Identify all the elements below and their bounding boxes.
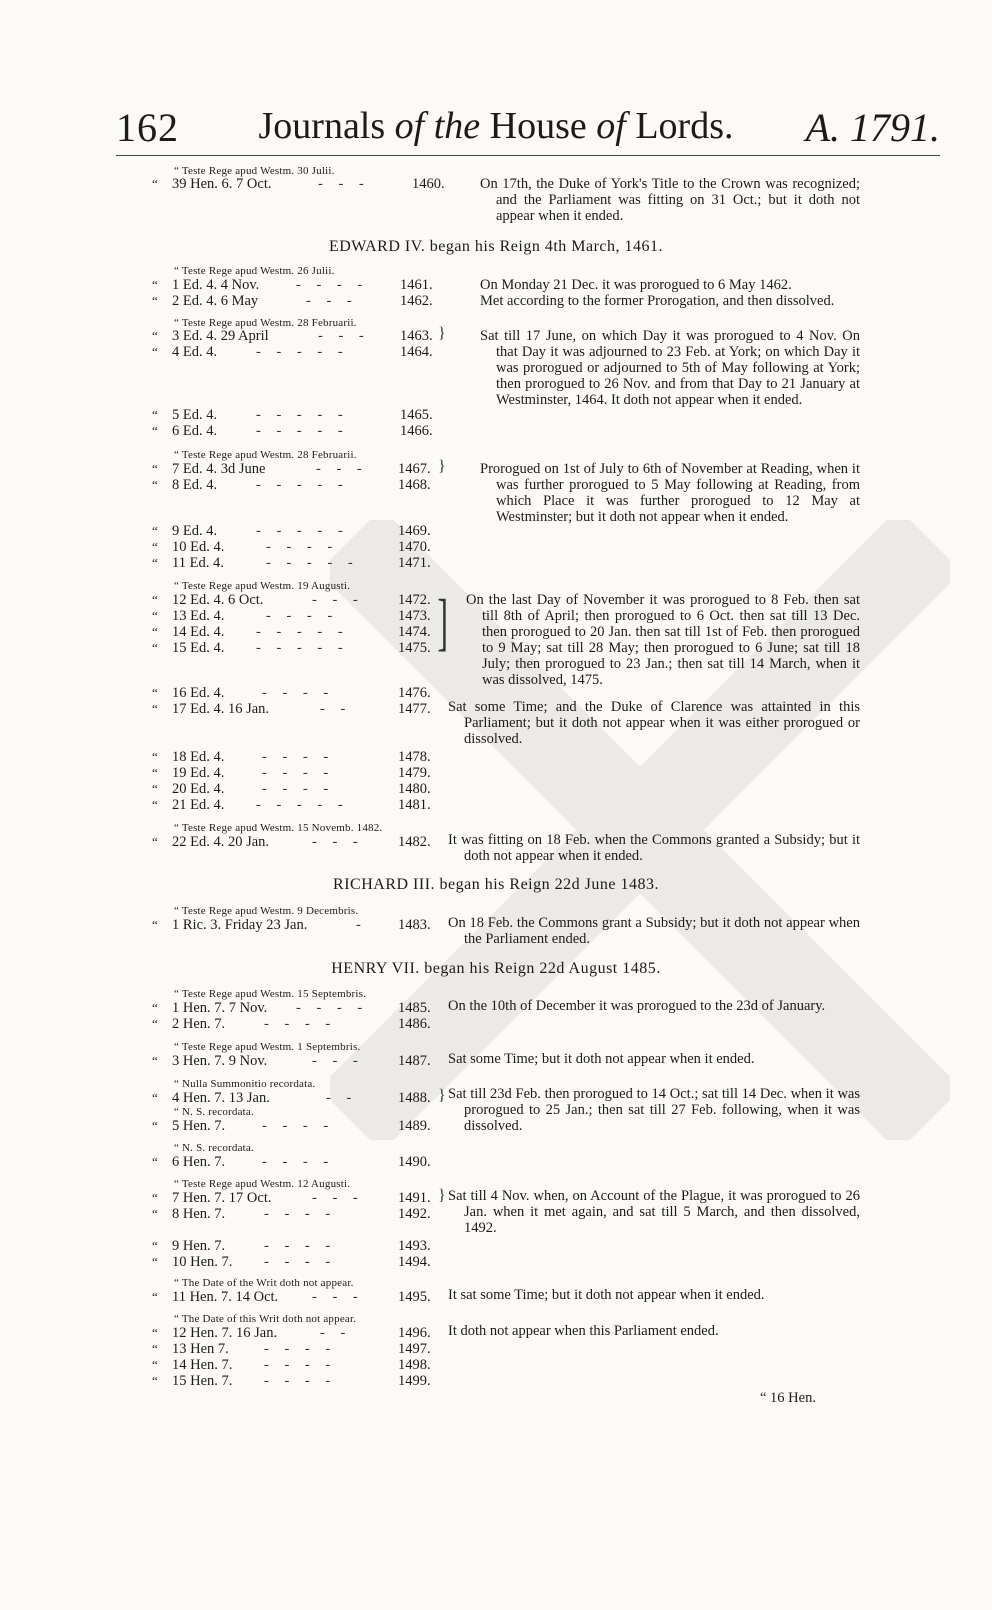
- note: On the 10th of December it was prorogued to the 23d of January.: [448, 998, 826, 1014]
- parliament-entry: 21 Ed. 4.: [172, 797, 225, 813]
- teste-line: “ N. S. recordata.: [174, 1106, 254, 1118]
- section-heading: RICHARD III. began his Reign 22d June 1483.: [333, 876, 659, 893]
- parliament-entry: 6 Hen. 7.: [172, 1154, 226, 1170]
- teste-line: “ N. S. recordata.: [174, 1142, 254, 1154]
- teste-line: “ Nulla Summonitio recordata.: [174, 1078, 316, 1090]
- year: 1476.: [398, 685, 431, 701]
- parliament-entry: 3 Ed. 4. 29 April: [172, 328, 269, 344]
- quote-mark: “: [152, 1325, 158, 1340]
- year: 1463.: [400, 328, 433, 344]
- year: 1466.: [400, 423, 433, 439]
- quote-mark: “: [152, 523, 158, 538]
- quote-mark: “: [152, 685, 158, 700]
- year: 1485.: [398, 1000, 431, 1016]
- quote-mark: “: [152, 555, 158, 570]
- year: 1471.: [398, 555, 431, 571]
- year: 1468.: [398, 477, 431, 493]
- teste-line: “ Teste Rege apud Westm. 12 Augusti.: [174, 1178, 351, 1190]
- quote-mark: “: [152, 917, 158, 932]
- parliament-entry: 14 Ed. 4.: [172, 624, 225, 640]
- quote-mark: “: [152, 1000, 158, 1015]
- year: 1475.: [398, 640, 431, 656]
- year: 1498.: [398, 1357, 431, 1373]
- quote-mark: “: [152, 1206, 158, 1221]
- quote-mark: “: [152, 592, 158, 607]
- parliament-entry: 10 Ed. 4.: [172, 539, 225, 555]
- teste-line: “ Teste Rege apud Westm. 26 Julii.: [174, 265, 335, 277]
- year: 1483.: [398, 917, 431, 933]
- teste-line: “ Teste Rege apud Westm. 15 Septembris.: [174, 988, 367, 1000]
- year: 1469.: [398, 523, 431, 539]
- parliament-entry: 4 Ed. 4.: [172, 344, 218, 360]
- quote-mark: “: [152, 407, 158, 422]
- quote-mark: “: [152, 1373, 158, 1388]
- parliament-entry: 18 Ed. 4.: [172, 749, 225, 765]
- note: Met according to the former Prorogation, and then dissolved.: [480, 293, 835, 309]
- teste-line: “ The Date of this Writ doth not appear.: [174, 1313, 357, 1325]
- year: 1474.: [398, 624, 431, 640]
- parliament-entry: 12 Ed. 4. 6 Oct.: [172, 592, 264, 608]
- page-header: [0, 104, 992, 154]
- parliament-entry: 39 Hen. 6. 7 Oct.: [172, 176, 272, 192]
- note: On the last Day of November it was prorogued to 8 Feb. then sat till 8th of April; then prorogued to 6 Oct. then sat till 13 Dec. then prorogued to 20 Jan. then sat till 1st of Feb. then prorogued to 9 May; sat till 28 May; then prorogued to 6 June; sat till 18 July; then prorogued to 23 Jan.; then sat till 14 March, when it was dissolved, 1475.: [466, 592, 860, 688]
- parliament-entry: 20 Ed. 4.: [172, 781, 225, 797]
- quote-mark: “: [152, 1238, 158, 1253]
- parliament-entry: 4 Hen. 7. 13 Jan.: [172, 1090, 270, 1106]
- journal-title: Journals of the House of Lords.: [258, 105, 734, 147]
- parliament-entry: 5 Ed. 4.: [172, 407, 218, 423]
- quote-mark: “: [152, 1289, 158, 1304]
- page-year: A. 1791.: [805, 105, 940, 150]
- parliament-entry: 11 Ed. 4.: [172, 555, 224, 571]
- parliament-entry: 16 Ed. 4.: [172, 685, 225, 701]
- quote-mark: “: [152, 640, 158, 655]
- quote-mark: “: [152, 1154, 158, 1169]
- teste-line: “ Teste Rege apud Westm. 28 Februarii.: [174, 317, 357, 329]
- teste-line: “ Teste Rege apud Westm. 30 Julii.: [174, 165, 335, 177]
- note: On 17th, the Duke of York's Title to the Crown was recognized; and the Parliament was fitting on 31 Oct.; but it doth not appear when it ended.: [480, 176, 860, 224]
- parliament-entry: 13 Hen 7.: [172, 1341, 229, 1357]
- note: It sat some Time; but it doth not appear when it ended.: [448, 1287, 765, 1303]
- teste-line: “ The Date of the Writ doth not appear.: [174, 1277, 354, 1289]
- parliament-entry: 11 Hen. 7. 14 Oct.: [172, 1289, 279, 1305]
- quote-mark: “: [152, 1016, 158, 1031]
- parliament-entry: 6 Ed. 4.: [172, 423, 218, 439]
- teste-line: “ Teste Rege apud Westm. 28 Februarii.: [174, 449, 357, 461]
- quote-mark: “: [152, 608, 158, 623]
- year: 1491.: [398, 1190, 431, 1206]
- year: 1473.: [398, 608, 431, 624]
- year: 1488.: [398, 1090, 431, 1106]
- parliament-entry: 2 Hen. 7.: [172, 1016, 226, 1032]
- year: 1499.: [398, 1373, 431, 1389]
- year: 1472.: [398, 592, 431, 608]
- parliament-entry: 9 Hen. 7.: [172, 1238, 226, 1254]
- quote-mark: “: [152, 1341, 158, 1356]
- page-number: 162: [116, 105, 179, 150]
- header-rule: [116, 155, 940, 156]
- parliament-entry: 15 Hen. 7.: [172, 1373, 233, 1389]
- quote-mark: “: [152, 277, 158, 292]
- teste-line: “ Teste Rege apud Westm. 9 Decembris.: [174, 905, 359, 917]
- year: 1461.: [400, 277, 433, 293]
- quote-mark: “: [152, 797, 158, 812]
- year: 1460.: [412, 176, 445, 192]
- parliament-entry: 8 Hen. 7.: [172, 1206, 226, 1222]
- parliament-entry: 9 Ed. 4.: [172, 523, 218, 539]
- quote-mark: “: [152, 328, 158, 343]
- year: 1495.: [398, 1289, 431, 1305]
- year: 1494.: [398, 1254, 431, 1270]
- note: Prorogued on 1st of July to 6th of November at Reading, when it was further prorogued to 5 May following at Reading, from which Place it was further prorogued to 12 May at Westminster; but it doth not appear when it ended.: [480, 461, 860, 525]
- parliament-entry: 15 Ed. 4.: [172, 640, 225, 656]
- note: On 18 Feb. the Commons grant a Subsidy; but it doth not appear when the Parliament ended.: [448, 915, 860, 947]
- quote-mark: “: [152, 765, 158, 780]
- note: Sat some Time; but it doth not appear when it ended.: [448, 1051, 755, 1067]
- year: 1497.: [398, 1341, 431, 1357]
- parliament-entry: 7 Ed. 4. 3d June: [172, 461, 266, 477]
- year: 1478.: [398, 749, 431, 765]
- quote-mark: “: [152, 293, 158, 308]
- quote-mark: “: [152, 781, 158, 796]
- quote-mark: “: [152, 477, 158, 492]
- parliament-entry: 14 Hen. 7.: [172, 1357, 233, 1373]
- quote-mark: “: [152, 1090, 158, 1105]
- quote-mark: “: [152, 461, 158, 476]
- quote-mark: “: [152, 1190, 158, 1205]
- parliament-entry: 8 Ed. 4.: [172, 477, 218, 493]
- teste-line: “ Teste Rege apud Westm. 15 Novemb. 1482.: [174, 822, 383, 834]
- year: 1489.: [398, 1118, 431, 1134]
- note: Sat till 23d Feb. then prorogued to 14 Oct.; sat till 14 Dec. when it was prorogued to 25 Jan.; then sat till 27 Feb. following, when it was dissolved.: [448, 1086, 860, 1134]
- teste-line: “ Teste Rege apud Westm. 1 Septembris.: [174, 1041, 361, 1053]
- quote-mark: “: [152, 834, 158, 849]
- parliament-entry: 22 Ed. 4. 20 Jan.: [172, 834, 270, 850]
- parliament-entry: 1 Hen. 7. 7 Nov.: [172, 1000, 268, 1016]
- year: 1467.: [398, 461, 431, 477]
- parliament-entry: 12 Hen. 7. 16 Jan.: [172, 1325, 278, 1341]
- quote-mark: “: [152, 1357, 158, 1372]
- parliament-entry: 10 Hen. 7.: [172, 1254, 233, 1270]
- parliament-entry: 2 Ed. 4. 6 May: [172, 293, 259, 309]
- parliament-entry: 1 Ed. 4. 4 Nov.: [172, 277, 260, 293]
- year: 1487.: [398, 1053, 431, 1069]
- parliament-entry: 7 Hen. 7. 17 Oct.: [172, 1190, 272, 1206]
- year: 1496.: [398, 1325, 431, 1341]
- year: 1486.: [398, 1016, 431, 1032]
- parliament-entry: 19 Ed. 4.: [172, 765, 225, 781]
- parliament-entry: 13 Ed. 4.: [172, 608, 225, 624]
- year: 1462.: [400, 293, 433, 309]
- quote-mark: “: [152, 423, 158, 438]
- year: 1464.: [400, 344, 433, 360]
- parliament-entry: 5 Hen. 7.: [172, 1118, 226, 1134]
- quote-mark: “: [152, 749, 158, 764]
- parliament-entry: 1 Ric. 3. Friday 23 Jan.: [172, 917, 308, 933]
- teste-line: “ Teste Rege apud Westm. 19 Augusti.: [174, 580, 351, 592]
- note: It was fitting on 18 Feb. when the Commons granted a Subsidy; but it doth not appear when it ended.: [448, 832, 860, 864]
- quote-mark: “: [152, 344, 158, 359]
- parliament-entry: 17 Ed. 4. 16 Jan.: [172, 701, 270, 717]
- year: 1492.: [398, 1206, 431, 1222]
- section-heading: HENRY VII. began his Reign 22d August 1485.: [331, 960, 661, 977]
- year: 1480.: [398, 781, 431, 797]
- year: 1477.: [398, 701, 431, 717]
- quote-mark: “: [152, 176, 158, 191]
- quote-mark: “: [152, 624, 158, 639]
- year: 1493.: [398, 1238, 431, 1254]
- quote-mark: “: [152, 1053, 158, 1068]
- journal-page: 162 Journals of the House of Lords. A. 1791. “ Teste Rege apud Westm. 30 Julii. “ 39 Hen. 6. 7 Oct. - - - 1460. On 17th, the Duke of York's Title to the Crown was recognized; and the Parliament was fitting on 31 Oct.; but it doth not appear when it ended. EDWARD IV. began his Reign 4th March, 1461. “ Teste Rege apud Westm. 26 Julii. “ 1 Ed. 4. 4 Nov. - - - - 1461. On Monday 21 Dec. it was prorogued to 6 May 1462. “ 2 Ed. 4. 6 May - - - 1462. Met according to the former Prorogation, and then dissolved. “ Teste Rege apud Westm. 28 Februarii. “ 3 Ed. 4. 29 April - - - 1463. } Sat till 17 June, on which Day it was prorogued to 4 Nov. On that Day it was adjourned to 23 Feb. at York; on which Day it was prorogued or adjourned to 5th of May following at York; then prorogued to 26 Nov. and from that Day to 21 January at Westminster, 1464. It doth not appear when it ended. “ 4 Ed. 4. - - - - - 1464. “ 5 Ed. 4. - - - - - 1465. “ 6 Ed. 4. - - - - - 1466. “ Teste Rege apud Westm. 28 Februarii. “ 7 Ed. 4. 3d June - - - 1467. } Prorogued on 1st of July to 6th of November at Reading, when it was further prorogued to 5 May following at Reading, from which Place it was further prorogued to 12 May at Westminster; but it doth not appear when it ended. “ 8 Ed. 4. - - - - - 1468. “ 9 Ed. 4. - - - - - 1469. “ 10 Ed. 4. - - - - 1470. “ 11 Ed. 4. - - - - - 1471. “ Teste Rege apud Westm. 19 Augusti. “ 12 Ed. 4. 6 Oct. - - - 1472. On the last Day of November it was prorogued to 8 Feb. then sat till 8th of April; then prorogued to 6 Oct. then sat till 13 Dec. then prorogued to 20 Jan. then sat till 1st of Feb. then prorogued to 9 May; sat till 28 May; then prorogued to 6 June; sat till 18 July; then prorogued to 23 Jan.; then sat till 14 March, when it was dissolved, 1475. “ 13 Ed. 4. - - - - 1473. “ 14 Ed. 4. - - - - - 1474. “ 15 Ed. 4. - - - - - 1475. ] “ 16 Ed. 4. - - - - 1476. “ 17 Ed. 4. 16 Jan. - - 1477. Sat some Time; and the Duke of Clarence was attainted in this Parliament; but it doth not appear when it was either prorogued or dissolved. “ 18 Ed. 4. - - - - 1478. “ 19 Ed. 4. - - - - 1479. “ 20 Ed. 4. - - - - 1480. “ 21 Ed. 4. - - - - - 1481. “ Teste Rege apud Westm. 15 Novemb. 1482. “ 22 Ed. 4. 20 Jan. - - - 1482. It was fitting on 18 Feb. when the Commons granted a Subsidy; but it doth not appear when it ended. RICHARD III. began his Reign 22d June 1483. “ Teste Rege apud Westm. 9 Decembris. “ 1 Ric. 3. Friday 23 Jan. - 1483. On 18 Feb. the Commons grant a Subsidy; but it doth not appear when the Parliament ended. HENRY VII. began his Reign 22d August 1485. “ Teste Rege apud Westm. 15 Septembris. “ 1 Hen. 7. 7 Nov. - - - - 1485. On the 10th of December it was prorogued to the 23d of January. “ 2 Hen. 7. - - - - 1486. “ Teste Rege apud Westm. 1 Septembris. “ 3 Hen. 7. 9 Nov. - - - 1487. Sat some Time; but it doth not appear when it ended. “ Nulla Summonitio recordata. “ 4 Hen. 7. 13 Jan. - - 1488. } Sat till 23d Feb. then prorogued to 14 Oct.; sat till 14 Dec. when it was prorogued to 25 Jan.; then sat till 27 Feb. following, when it was dissolved. “ N. S. recordata. “ 5 Hen. 7. - - - - 1489. “ N. S. recordata. “ 6 Hen. 7. - - - - 1490. “ Teste Rege apud Westm. 12 Augusti. “ 7 Hen. 7. 17 Oct. - - - 1491. } Sat till 4 Nov. when, on Account of the Plague, it was prorogued to 26 Jan. when it met again, and sat till 5 March, and then dissolved, 1492. “ 8 Hen. 7. - - - - 1492. “ 9 Hen. 7. - - - - 1493. “ 10 Hen. 7. - - - - 1494. “ The Date of the Writ doth not appear. “ 11 Hen. 7. 14 Oct. - - - 1495. It sat some Time; but it doth not appear when it ended. “ The Date of this Writ doth not appear. “ 12 Hen. 7. 16 Jan. - - 1496. It doth not appear when this Parliament ended. “ 13 Hen 7. - - - - 1497. “ 14 Hen. 7. - - - - 1498. “ 15 Hen. 7. - - - - 1499. “ 16 Hen.: [0, 0, 992, 1610]
- note: Sat till 17 June, on which Day it was prorogued to 4 Nov. On that Day it was adjourned to 23 Feb. at York; on which Day it was prorogued or adjourned to 5th of May following at York; then prorogued to 26 Nov. and from that Day to 21 January at Westminster, 1464. It doth not appear when it ended.: [480, 328, 860, 408]
- note: Sat till 4 Nov. when, on Account of the Plague, it was prorogued to 26 Jan. when it met again, and sat till 5 March, and then dissolved, 1492.: [448, 1188, 860, 1236]
- catchword: “ 16 Hen.: [760, 1390, 816, 1406]
- section-heading: EDWARD IV. began his Reign 4th March, 1461.: [328, 238, 664, 255]
- quote-mark: “: [152, 1254, 158, 1269]
- year: 1482.: [398, 834, 431, 850]
- year: 1481.: [398, 797, 431, 813]
- note: It doth not appear when this Parliament ended.: [448, 1323, 719, 1339]
- quote-mark: “: [152, 1118, 158, 1133]
- year: 1470.: [398, 539, 431, 555]
- quote-mark: “: [152, 539, 158, 554]
- year: 1490.: [398, 1154, 431, 1170]
- year: 1479.: [398, 765, 431, 781]
- parliament-entry: 3 Hen. 7. 9 Nov.: [172, 1053, 268, 1069]
- note: On Monday 21 Dec. it was prorogued to 6 May 1462.: [480, 277, 792, 293]
- year: 1465.: [400, 407, 433, 423]
- quote-mark: “: [152, 701, 158, 716]
- note: Sat some Time; and the Duke of Clarence was attainted in this Parliament; but it doth not appear when it was either prorogued or dissolved.: [448, 699, 860, 747]
